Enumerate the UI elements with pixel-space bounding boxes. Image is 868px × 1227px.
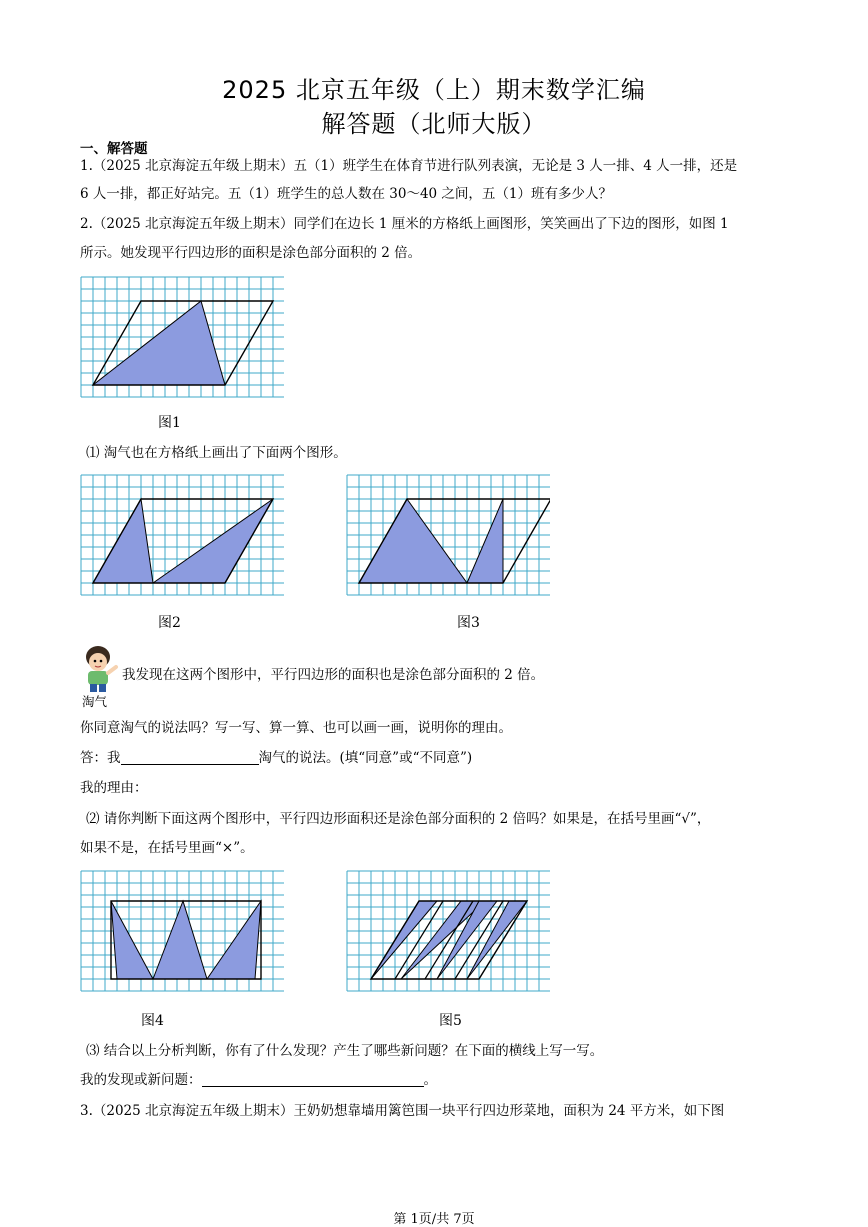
figure-3-grid — [346, 474, 550, 596]
reason-label: 我的理由： — [80, 780, 148, 796]
answer-blank[interactable] — [121, 750, 259, 765]
q2-sub2-line2: 如果不是，在括号里画“×”。 — [80, 840, 254, 856]
shaded-triangle — [207, 901, 261, 979]
speaker-name: 淘气 — [82, 694, 108, 709]
section-heading: 一、解答题 — [80, 141, 148, 157]
q2-ask: 你同意淘气的说法吗？写一写、算一算、也可以画一画，说明你的理由。 — [80, 720, 512, 736]
answer-line — [80, 748, 472, 768]
q2-sub1: ⑴ 淘气也在方格纸上画出了下面两个图形。 — [86, 445, 347, 461]
shaded-triangle — [359, 499, 467, 583]
q3-line1: 3.（2025 北京海淀五年级上期末）王奶奶想靠墙用篱笆围一块平行四边形菜地，面积为 24 平方米，如下图 — [80, 1103, 725, 1119]
answer-prefix: 答：我 — [80, 750, 121, 766]
q2-line2: 所示。她发现平行四边形的面积是涂色部分面积的 2 倍。 — [80, 245, 422, 261]
q1-line2: 6 人一排，都正好站完。五（1）班学生的总人数在 30～40 之间，五（1）班有多少人？ — [80, 186, 612, 202]
shaded-triangle — [111, 901, 153, 979]
discover-end: 。 — [423, 1072, 437, 1088]
figure-1-caption: 图1 — [158, 415, 181, 431]
q2-sub2-line1: ⑵ 请你判断下面这两个图形中，平行四边形面积还是涂色部分面积的 2 倍吗？如果是，在括号里画“√”， — [86, 811, 711, 827]
shaded-triangle — [93, 499, 153, 583]
shaded-triangle — [153, 901, 207, 979]
page-title: 2025 北京五年级（上）期末数学汇编 — [222, 76, 646, 104]
page-subtitle: 解答题（北师大版） — [321, 110, 547, 138]
shaded-triangle — [93, 301, 225, 385]
q2-line1: 2.（2025 北京海淀五年级上期末）同学们在边长 1 厘米的方格纸上画图形，笑笑画出了下边的图形，如图 1 — [80, 216, 729, 232]
answer-suffix: 淘气的说法。(填“同意”或“不同意”) — [258, 750, 473, 766]
speech-text: 我发现在这两个图形中，平行四边形的面积也是涂色部分面积的 2 倍。 — [122, 667, 545, 683]
discover-label: 我的发现或新问题： — [80, 1072, 202, 1088]
figure-5-caption: 图5 — [439, 1013, 462, 1029]
figure-1-grid — [80, 276, 284, 398]
figure-4-caption: 图4 — [141, 1013, 164, 1029]
student-avatar-icon — [79, 643, 121, 693]
figure-5-grid — [346, 870, 550, 992]
figure-2-caption: 图2 — [158, 615, 181, 631]
shaded-triangle — [467, 499, 503, 583]
discover-line — [80, 1070, 437, 1090]
page-footer: 第 1页/共 7页 — [393, 1212, 475, 1227]
figure-4-grid — [80, 870, 284, 992]
figure-2-grid — [80, 474, 284, 596]
q1-line1: 1.（2025 北京海淀五年级上期末）五（1）班学生在体育节进行队列表演，无论是 3 人一排、4 人一排，还是 — [80, 158, 738, 174]
discover-blank[interactable] — [202, 1072, 424, 1087]
figure-3-caption: 图3 — [457, 615, 480, 631]
q2-sub3: ⑶ 结合以上分析判断，你有了什么发现？产生了哪些新问题？在下面的横线上写一写。 — [86, 1043, 604, 1059]
